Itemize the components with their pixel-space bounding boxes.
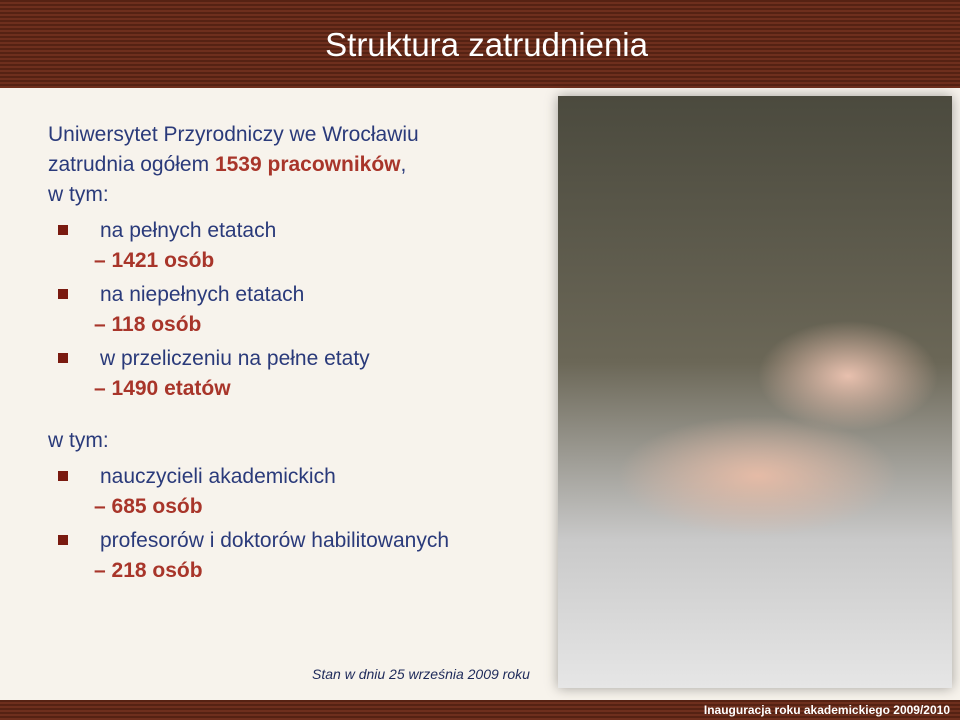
slide-title: Struktura zatrudnienia	[325, 26, 648, 63]
footer-bar	[0, 700, 960, 720]
footer-text: Inauguracja roku akademickiego 2009/2010	[703, 703, 950, 717]
item-label: na pełnych etatach	[100, 219, 277, 242]
intro-line1: Uniwersytet Przyrodniczy we Wrocławiu	[48, 123, 419, 146]
item-value: – 118 osób	[94, 313, 202, 336]
list-item	[48, 526, 548, 586]
intro-line2-suffix: ,	[400, 153, 407, 176]
intro-text	[48, 120, 548, 210]
item-label: na niepełnych etatach	[100, 283, 305, 306]
section2-label: w tym:	[48, 429, 109, 452]
item-label: w przeliczeniu na pełne etaty	[100, 347, 370, 370]
square-bullet-icon	[58, 353, 68, 363]
intro-line2-prefix: zatrudnia ogółem	[48, 153, 215, 176]
intro-line3: w tym:	[48, 183, 109, 206]
item-value: – 685 osób	[94, 495, 203, 518]
item-label: nauczycieli akademickich	[100, 465, 336, 488]
header-bar	[0, 0, 960, 88]
list-item	[48, 216, 548, 276]
list-item	[48, 462, 548, 522]
footnote: Stan w dniu 25 września 2009 roku	[312, 666, 530, 682]
keyboard-typing-photo	[558, 96, 952, 688]
square-bullet-icon	[58, 289, 68, 299]
academic-list	[48, 462, 548, 586]
content-area	[48, 120, 548, 590]
item-value: – 1490 etatów	[94, 377, 231, 400]
employment-list	[48, 216, 548, 404]
list-item	[48, 280, 548, 340]
total-employees: 1539 pracowników	[214, 153, 401, 176]
square-bullet-icon	[58, 471, 68, 481]
square-bullet-icon	[58, 535, 68, 545]
item-value: – 218 osób	[94, 559, 203, 582]
list-item	[48, 344, 548, 404]
square-bullet-icon	[58, 225, 68, 235]
item-value: – 1421 osób	[94, 249, 215, 272]
item-label: profesorów i doktorów habilitowanych	[100, 529, 450, 552]
